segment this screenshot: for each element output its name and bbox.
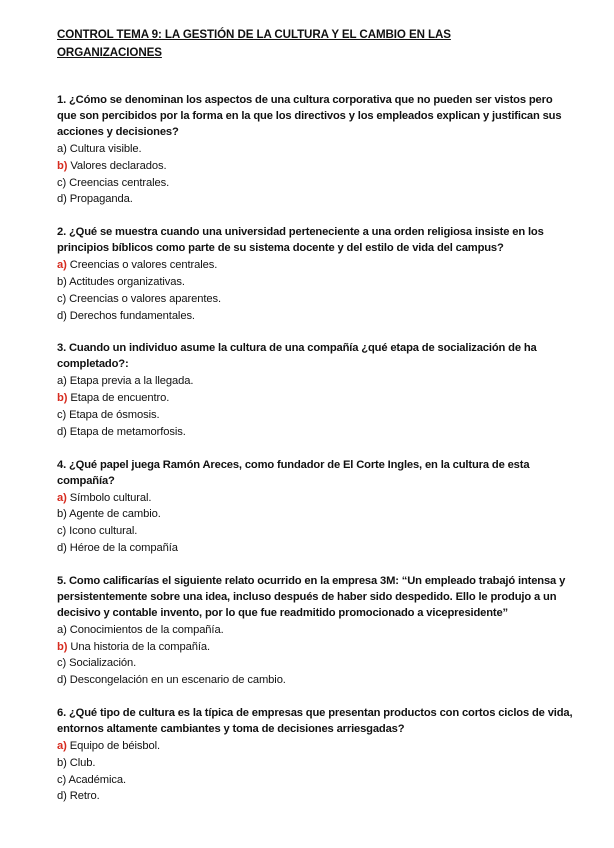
- option-b: [57, 755, 574, 772]
- question-text: 6. ¿Qué tipo de cultura es la típica de empresas que presentan productos con cortos ciclos de vida, entornos altamente cambiantes y toma de decisiones arriesgadas?: [57, 706, 573, 735]
- option-text: Etapa previa a la llegada.: [66, 375, 194, 388]
- option-text: Retro.: [66, 790, 100, 803]
- option-a: [57, 373, 574, 390]
- option-letter: d): [57, 193, 67, 206]
- option-text: Etapa de encuentro.: [67, 392, 170, 405]
- question-text: 3. Cuando un individuo asume la cultura de una compañía ¿qué etapa de socialización de ha completado?:: [57, 342, 537, 371]
- option-text: Club.: [66, 756, 96, 769]
- option-d: [57, 191, 574, 208]
- question-text: 2. ¿Qué se muestra cuando una universidad perteneciente a una orden religiosa insiste en los principios bíblicos como parte de su sistema docente y del estilo de vida del campus?: [57, 226, 544, 255]
- option-letter: c): [57, 176, 67, 189]
- option-a: [57, 257, 574, 274]
- option-text: Cultura visible.: [66, 143, 142, 155]
- option-text: Icono cultural.: [66, 525, 138, 538]
- option-b: [57, 506, 574, 523]
- option-letter: c): [57, 525, 67, 538]
- question-6: [57, 705, 574, 805]
- question-list: [57, 92, 574, 805]
- option-text: Creencias o valores centrales.: [66, 259, 218, 272]
- option-text: Una historia de la compañía.: [67, 640, 210, 653]
- title-line-1: CONTROL TEMA 9: LA GESTIÓN DE LA CULTURA Y EL CAMBIO EN LAS: [57, 28, 451, 41]
- question-text: 5. Como calificarías el siguiente relato ocurrido en la empresa 3M: “Un empleado trabajó intensa y persistentemente sobre una idea, incluso después de haber sido despedido. Ello le produjo a un decisivo y contable invento, por lo que fue readmitido promocionado a vicepresidente”: [57, 574, 566, 619]
- option-a: [57, 622, 574, 639]
- option-c: [57, 655, 574, 672]
- question-4: [57, 457, 574, 557]
- option-c: [57, 175, 574, 192]
- option-d: [57, 540, 574, 557]
- option-letter: d): [57, 541, 67, 554]
- option-letter: a): [57, 143, 67, 155]
- option-letter: a): [57, 375, 67, 388]
- option-text: Equipo de béisbol.: [66, 739, 161, 752]
- question-2: [57, 224, 574, 324]
- option-letter: b): [57, 159, 68, 172]
- option-d: [57, 308, 574, 325]
- option-text: Valores declarados.: [67, 159, 167, 172]
- option-text: Derechos fundamentales.: [66, 309, 195, 322]
- document-title: [57, 26, 574, 62]
- option-a: [57, 141, 574, 158]
- option-text: Creencias o valores aparentes.: [66, 292, 221, 305]
- option-text: Académica.: [66, 773, 126, 786]
- option-letter: c): [57, 657, 67, 670]
- question-text: 4. ¿Qué papel juega Ramón Areces, como fundador de El Corte Ingles, en la cultura de esta compañía?: [57, 458, 530, 487]
- option-b: [57, 639, 574, 656]
- option-letter: d): [57, 674, 67, 687]
- option-text: Creencias centrales.: [66, 176, 170, 189]
- option-letter: d): [57, 425, 67, 438]
- option-letter: c): [57, 408, 67, 421]
- option-b: [57, 390, 574, 407]
- option-c: [57, 523, 574, 540]
- option-letter: a): [57, 259, 67, 272]
- option-text: Conocimientos de la compañía.: [66, 623, 224, 636]
- option-letter: b): [57, 508, 67, 521]
- option-letter: a): [57, 623, 67, 636]
- option-text: Propaganda.: [66, 193, 133, 206]
- option-letter: a): [57, 739, 67, 752]
- option-c: [57, 772, 574, 789]
- option-letter: c): [57, 292, 67, 305]
- option-b: [57, 274, 574, 291]
- option-d: [57, 672, 574, 689]
- question-3: [57, 340, 574, 440]
- option-text: Socialización.: [66, 657, 137, 670]
- option-letter: d): [57, 309, 67, 322]
- option-text: Descongelación en un escenario de cambio.: [66, 674, 286, 687]
- option-a: [57, 490, 574, 507]
- option-letter: d): [57, 790, 67, 803]
- option-text: Etapa de ósmosis.: [66, 408, 160, 421]
- option-c: [57, 291, 574, 308]
- option-c: [57, 407, 574, 424]
- option-letter: c): [57, 773, 67, 786]
- question-text: 1. ¿Cómo se denominan los aspectos de una cultura corporativa que no pueden ser vistos pero que son percibidos por la forma en la que los directivos y los empleados explican y justifican sus acciones y decisiones?: [57, 94, 562, 138]
- option-letter: b): [57, 392, 68, 405]
- option-d: [57, 424, 574, 441]
- title-line-2: ORGANIZACIONES: [57, 46, 162, 59]
- option-text: Héroe de la compañía: [66, 541, 178, 554]
- question-5: [57, 573, 574, 689]
- option-letter: b): [57, 275, 67, 288]
- option-letter: b): [57, 756, 67, 769]
- option-text: Símbolo cultural.: [66, 491, 152, 504]
- option-letter: a): [57, 491, 67, 504]
- option-d: [57, 788, 574, 805]
- option-b: [57, 158, 574, 175]
- option-text: Agente de cambio.: [66, 508, 161, 521]
- question-1: [57, 92, 574, 208]
- option-text: Actitudes organizativas.: [66, 275, 185, 288]
- option-text: Etapa de metamorfosis.: [66, 425, 186, 438]
- option-a: [57, 738, 574, 755]
- option-letter: b): [57, 640, 68, 653]
